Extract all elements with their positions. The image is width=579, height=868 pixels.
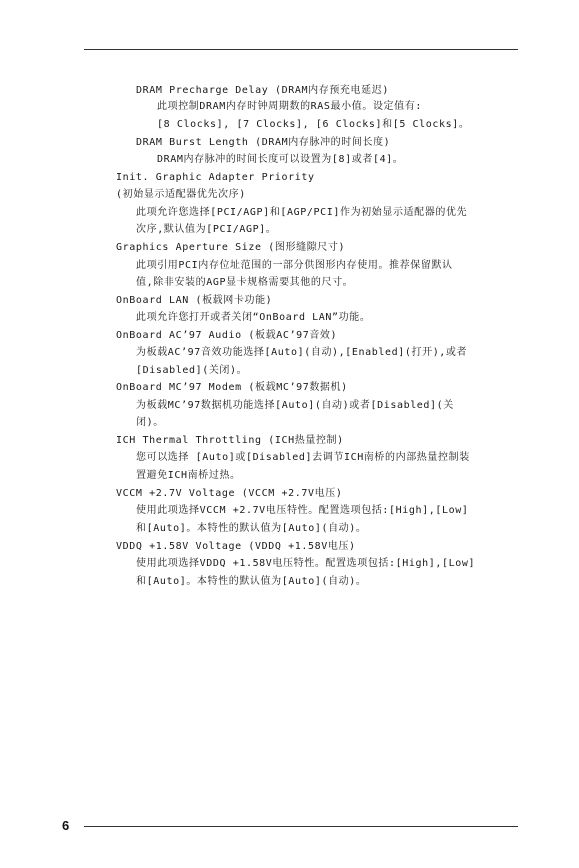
text-line: VCCM +2.7V Voltage (VCCM +2.7V电压) [116,488,343,499]
text-line: (初始显示适配器优先次序) [116,189,246,200]
text-line: 此项允许您选择[PCI/AGP]和[AGP/PCI]作为初始显示适配器的优先 [136,207,468,218]
text-line: OnBoard AC’97 Audio (板载AC’97音效) [116,330,338,341]
text-line: OnBoard MC’97 Modem (板载MC’97数据机) [116,382,348,393]
text-line: 闭)。 [136,417,164,428]
text-line: 此项引用PCI内存位址范围的一部分供图形内存使用。推荐保留默认 [136,260,453,271]
text-line: DRAM Precharge Delay (DRAM内存预充电延迟) [136,85,389,96]
text-line: Init. Graphic Adapter Priority [116,172,315,183]
text-line: Graphics Aperture Size (图形缝隙尺寸) [116,242,346,253]
text-line: 使用此项选择VCCM +2.7V电压特性。配置选项包括:[High],[Low] [136,505,469,516]
bottom-rule [84,826,518,827]
text-line: 次序,默认值为[PCI/AGP]。 [136,224,277,235]
text-line: 此项允许您打开或者关闭“OnBoard LAN”功能。 [136,312,371,323]
text-line: 为板载AC’97音效功能选择[Auto](自动),[Enabled](打开),或者 [136,347,468,358]
text-line: OnBoard LAN (板载网卡功能) [116,295,273,306]
text-line: DRAM内存脉冲的时间长度可以设置为[8]或者[4]。 [157,154,404,165]
text-line: VDDQ +1.58V Voltage (VDDQ +1.58V电压) [116,541,356,552]
text-line: 和[Auto]。本特性的默认值为[Auto](自动)。 [136,576,367,587]
page-number: 6 [62,818,70,833]
text-line: 值,除非安装的AGP显卡规格需要其他的尺寸。 [136,277,354,288]
text-line: 此项控制DRAM内存时钟周期数的RAS最小值。设定值有: [157,101,422,112]
text-line: 您可以选择 [Auto]或[Disabled]去调节ICH南桥的内部热量控制装 [136,452,470,463]
text-line: [8 Clocks], [7 Clocks], [6 Clocks]和[5 Clocks]。 [157,119,470,130]
text-line: DRAM Burst Length (DRAM内存脉冲的时间长度) [136,137,391,148]
top-rule [84,49,518,50]
text-line: 为板载MC’97数据机功能选择[Auto](自动)或者[Disabled](关 [136,400,454,411]
text-line: 置避免ICH南桥过热。 [136,470,241,481]
text-line: 和[Auto]。本特性的默认值为[Auto](自动)。 [136,523,367,534]
text-line: [Disabled](关闭)。 [136,365,248,376]
text-line: 使用此项选择VDDQ +1.58V电压特性。配置选项包括:[High],[Low] [136,558,476,569]
text-line: ICH Thermal Throttling (ICH热量控制) [116,435,344,446]
